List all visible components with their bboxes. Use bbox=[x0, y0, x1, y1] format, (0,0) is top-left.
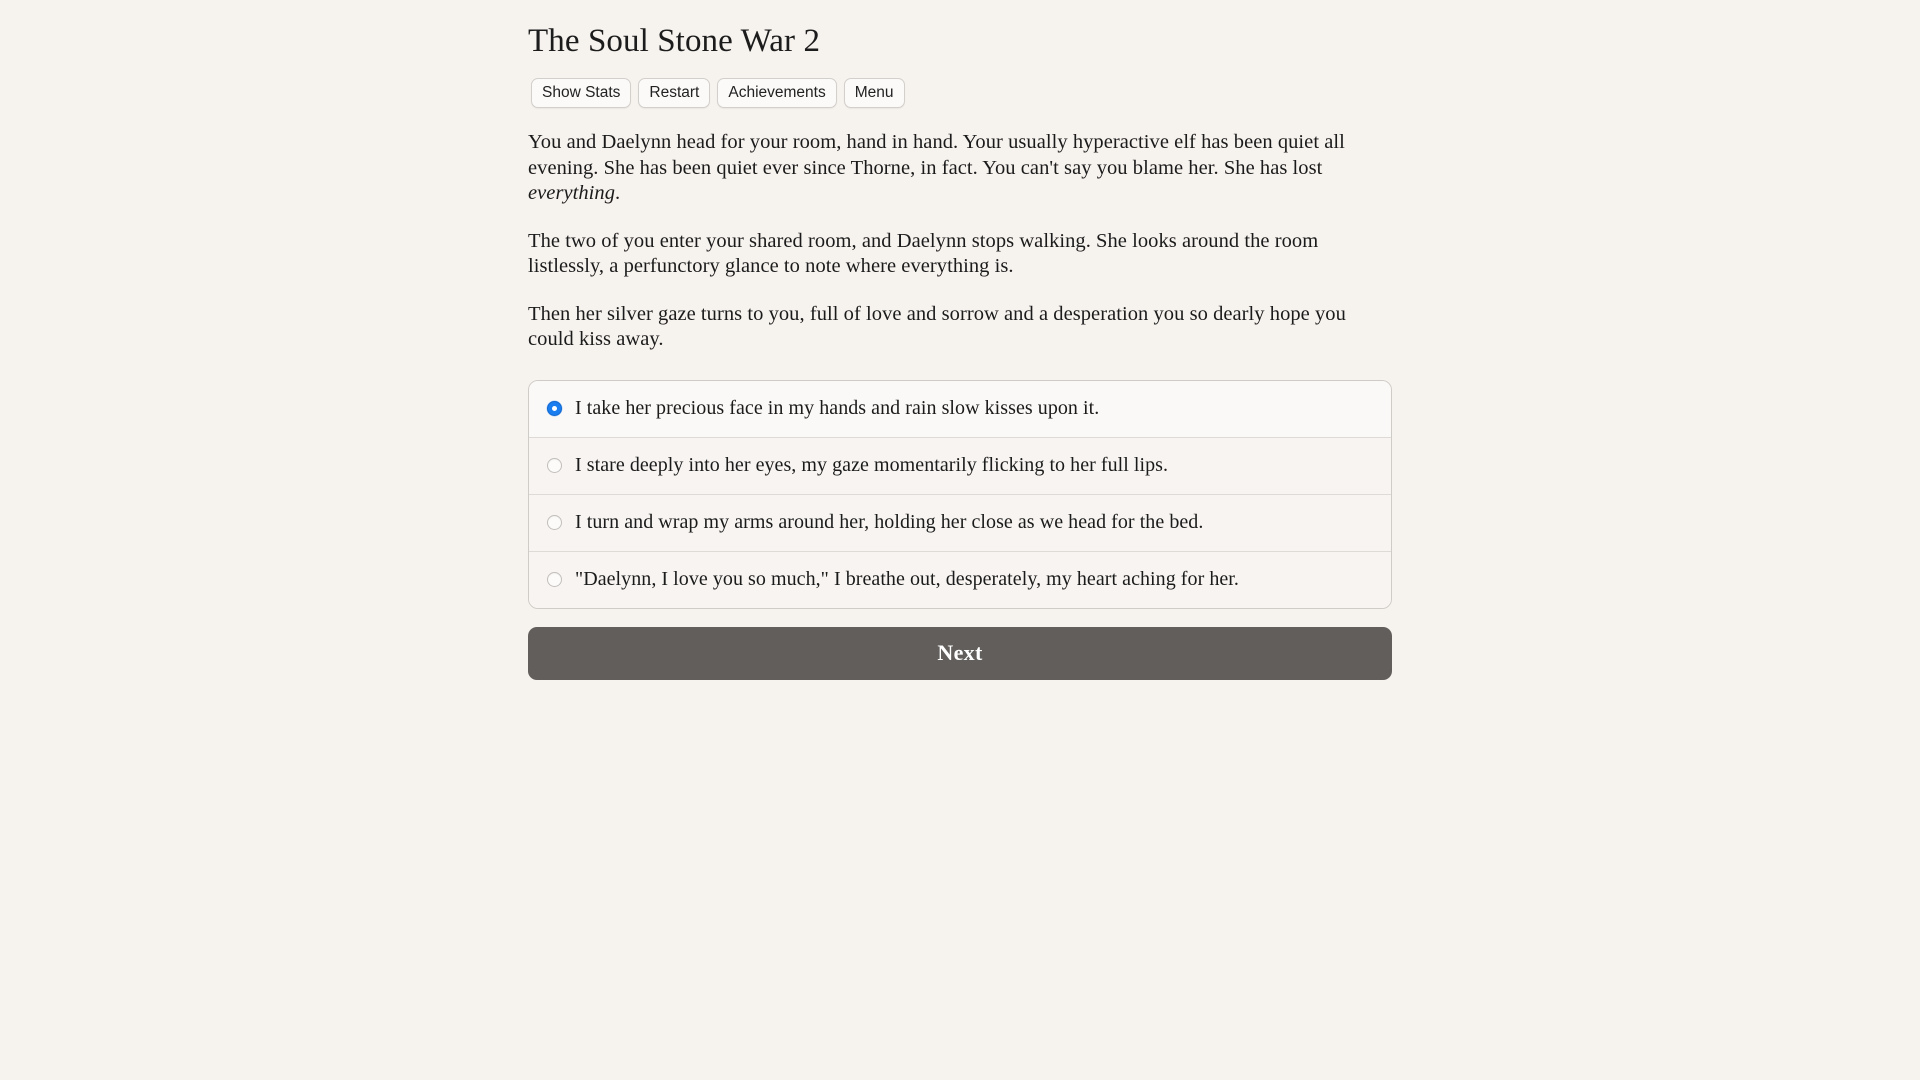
page-title: The Soul Stone War 2 bbox=[528, 23, 821, 59]
choice-option-label: I stare deeply into her eyes, my gaze momentarily flicking to her full lips. bbox=[575, 454, 1169, 477]
choice-option[interactable] bbox=[529, 551, 1391, 608]
choice-list bbox=[528, 380, 1392, 609]
radio-icon[interactable] bbox=[547, 515, 562, 530]
choice-option[interactable] bbox=[529, 494, 1391, 551]
radio-icon-selected[interactable] bbox=[547, 401, 562, 416]
radio-icon[interactable] bbox=[547, 572, 562, 587]
story-paragraph-tail: . bbox=[615, 182, 621, 205]
radio-icon[interactable] bbox=[547, 458, 562, 473]
story-text bbox=[528, 130, 1392, 353]
choice-option-label: I take her precious face in my hands and rain slow kisses upon it. bbox=[575, 397, 1100, 420]
choice-option[interactable] bbox=[529, 437, 1391, 494]
choice-option-label: I turn and wrap my arms around her, holding her close as we head for the bed. bbox=[575, 511, 1204, 534]
choice-option-label: "Daelynn, I love you so much," I breathe out, desperately, my heart aching for her. bbox=[575, 568, 1239, 591]
restart-button[interactable]: Restart bbox=[638, 78, 710, 109]
story-emphasis: everything bbox=[528, 182, 616, 205]
achievements-button[interactable]: Achievements bbox=[717, 78, 836, 109]
story-paragraph-text: You and Daelynn head for your room, hand in hand. Your usually hyperactive elf has been quiet all evening. She has been quiet ever since Thorne, in fact. You can't say you blame her. She has lost bbox=[528, 131, 1345, 179]
next-button[interactable]: Next bbox=[528, 627, 1392, 680]
story-paragraph bbox=[528, 302, 1392, 353]
content-column bbox=[528, 0, 1392, 680]
show-stats-button[interactable]: Show Stats bbox=[531, 78, 631, 109]
story-paragraph bbox=[528, 130, 1392, 207]
choice-option[interactable] bbox=[529, 381, 1391, 437]
story-paragraph bbox=[528, 229, 1392, 280]
story-paragraph-text: Then her silver gaze turns to you, full of love and sorrow and a desperation you so dearly hope you could kiss away. bbox=[528, 302, 1346, 351]
toolbar bbox=[531, 78, 1392, 109]
menu-button[interactable]: Menu bbox=[844, 78, 905, 109]
story-paragraph-text: The two of you enter your shared room, and Daelynn stops walking. She looks around the room listlessly, a perfunctory glance to note where everything is. bbox=[528, 229, 1319, 278]
